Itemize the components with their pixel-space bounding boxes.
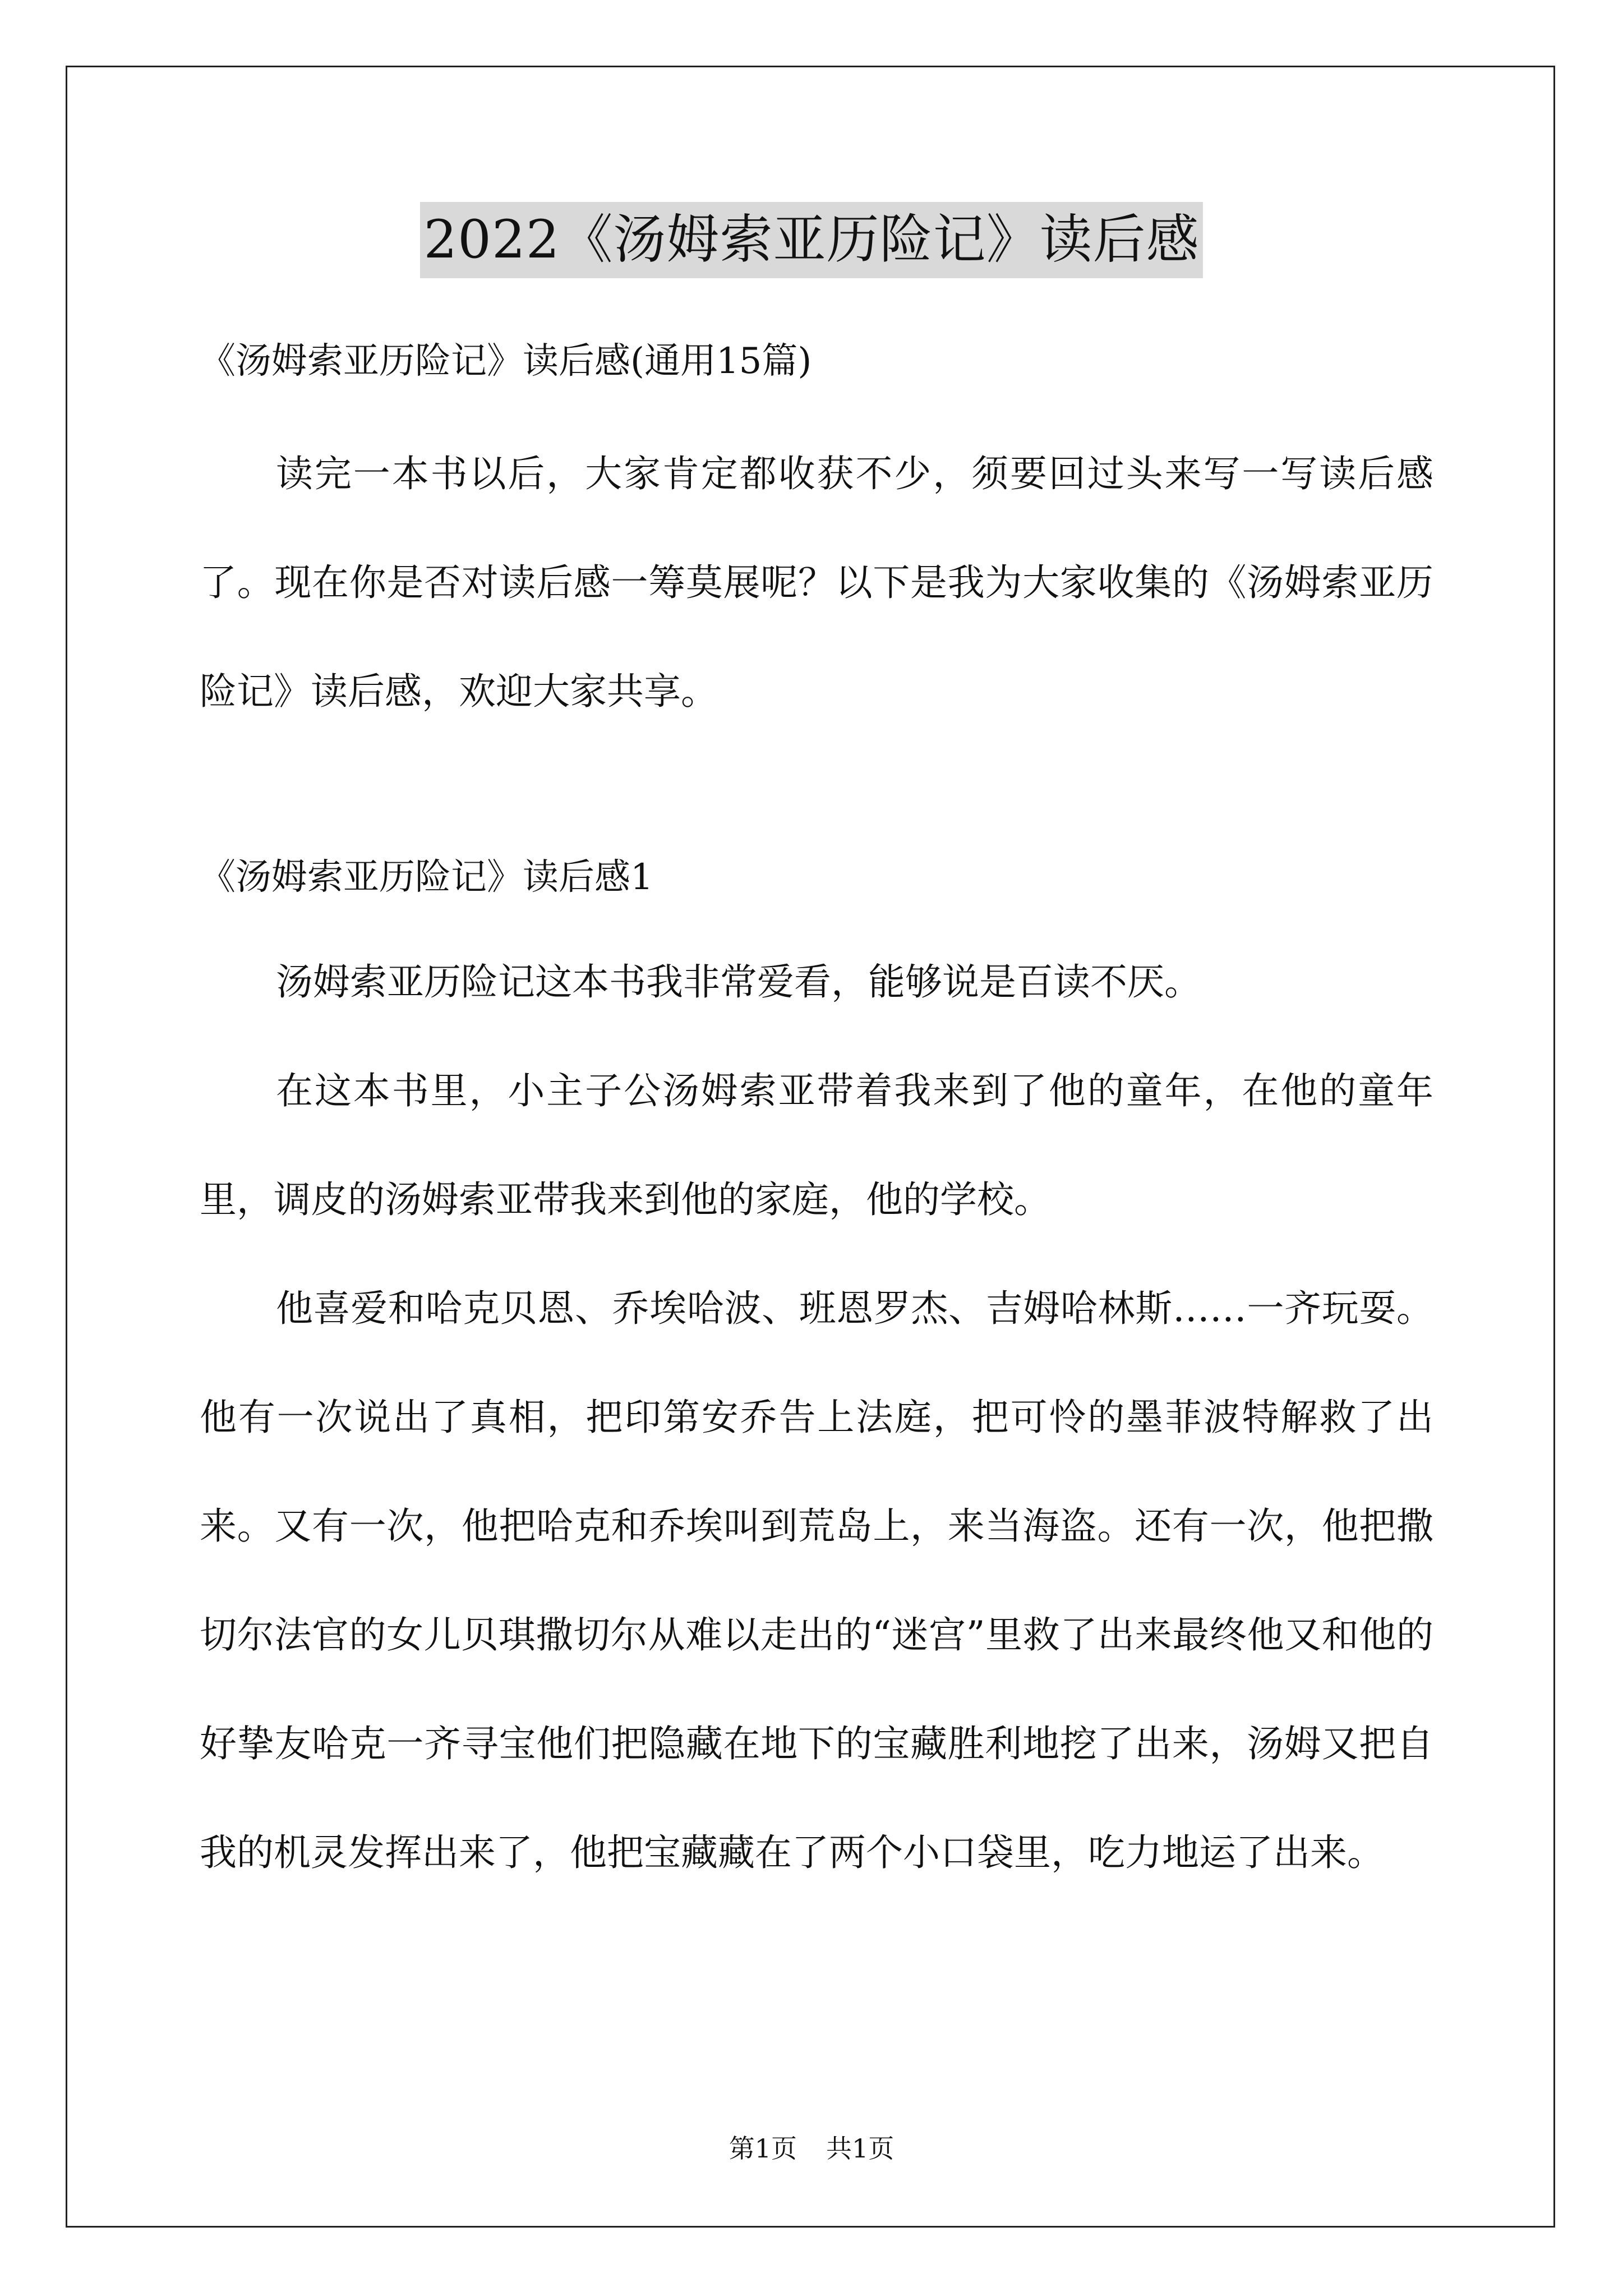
document-body <box>200 314 1433 1907</box>
page-footer <box>0 2132 1623 2165</box>
main-subtitle: 《汤姆索亚历险记》读后感(通用15篇) <box>200 341 812 382</box>
page-number: 第1页 <box>728 2133 797 2164</box>
paragraph: 汤姆索亚历险记这本书我非常爱看，能够说是百读不厌。 <box>276 960 1201 1004</box>
paragraph: 他喜爱和哈克贝恩、乔埃哈波、班恩罗杰、吉姆哈林斯……一齐玩耍。他有一次说出了真相，把印第安乔告上法庭，把可怜的墨菲波特解救了出来。又有一次，他把哈克和乔埃叫到荒岛上，来当海盗。还有一次，他把撒切尔法官的女儿贝琪撒切尔从难以走出的“迷宫”里救了出来最终他又和他的好挚友哈克一齐寻宝他们把隐藏在地下的宝藏胜利地挖了出来，汤姆又把自我的机灵发挥出来了，他把宝藏藏在了两个小口袋里，吃力地运了出来。 <box>200 1287 1433 1874</box>
page-total: 共1页 <box>826 2133 895 2164</box>
section-heading: 《汤姆索亚历险记》读后感1 <box>200 857 653 898</box>
section-gap <box>200 746 1433 830</box>
paragraph: 在这本书里，小主子公汤姆索亚带着我来到了他的童年，在他的童年里，调皮的汤姆索亚带我来到他的家庭，他的学校。 <box>200 1069 1433 1221</box>
document-title: 2022《汤姆索亚历险记》读后感 <box>420 202 1202 278</box>
title-wrap <box>0 202 1623 278</box>
intro-paragraph: 读完一本书以后，大家肯定都收获不少，须要回过头来写一写读后感了。现在你是否对读后感一筹莫展呢？以下是我为大家收集的《汤姆索亚历险记》读后感，欢迎大家共享。 <box>200 452 1433 713</box>
